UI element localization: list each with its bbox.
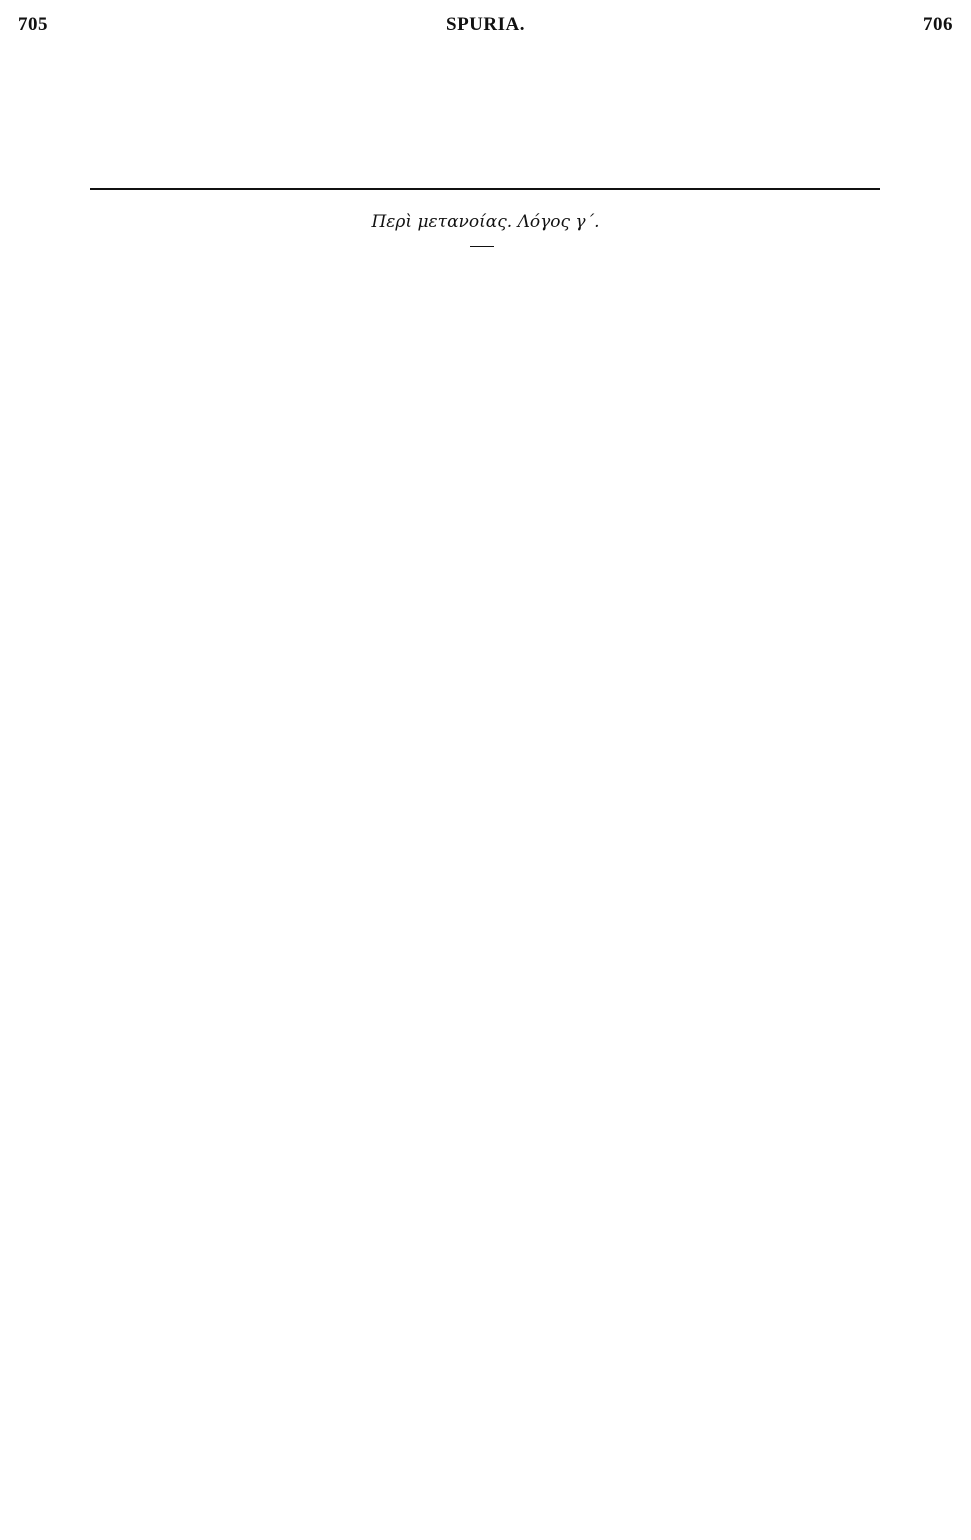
section-divider	[90, 188, 880, 190]
page-number-left: 705	[18, 14, 48, 35]
title-underline	[470, 246, 494, 247]
main-left-column	[18, 262, 479, 1528]
top-left-column	[18, 58, 478, 168]
running-title: SPURIA.	[446, 14, 525, 35]
main-right-column	[498, 262, 956, 1528]
page-header	[18, 14, 953, 44]
top-right-column	[500, 58, 955, 153]
page-number-right: 706	[922, 14, 953, 35]
section-title: Περὶ μετανοίας. Λόγος γ΄.	[371, 212, 600, 232]
